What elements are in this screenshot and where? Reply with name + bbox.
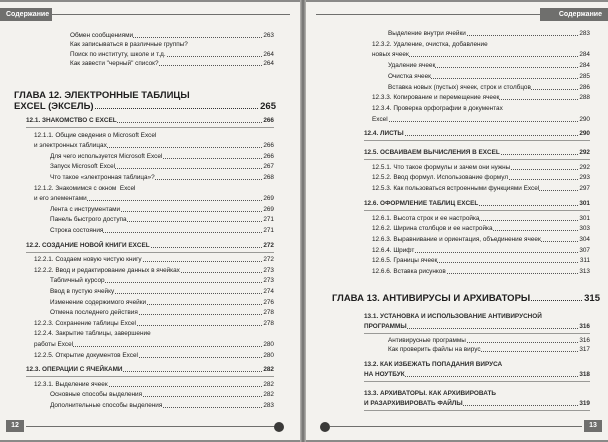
chapter-12-heading	[14, 90, 276, 112]
toc-section-entry	[364, 130, 590, 138]
section-rule	[364, 381, 590, 382]
toc-entry-title: 12.2.3. Сохранение таблицы Excel	[34, 319, 136, 327]
toc-entry-page: 266	[263, 142, 274, 150]
toc-entry	[50, 309, 274, 317]
toc-entry-page: 285	[579, 72, 590, 80]
toc-entry-title: 12.6.5. Границы ячеек	[372, 257, 438, 265]
toc-entry-title: 12.6. ОФОРМЛЕНИЕ ТАБЛИЦ EXCEL	[364, 199, 479, 207]
header-rule	[52, 14, 290, 15]
toc-entry-title: Обмен сообщениями	[70, 32, 134, 39]
toc-entry	[372, 185, 590, 193]
toc-entry-title: НА НОУТБУК	[364, 371, 405, 378]
right-page	[306, 2, 608, 440]
toc-entry	[34, 142, 274, 150]
toc-entry-page: 292	[579, 149, 590, 156]
toc-entry	[34, 195, 274, 203]
toc-entry	[388, 73, 590, 81]
toc-entry	[50, 299, 274, 307]
toc-entry-title: Вставка новых (пустых) ячеек, строк и столбцов	[388, 83, 531, 91]
toc-entry-title: Лента с инструментами	[50, 205, 121, 213]
toc-entry-title: 12.6.6. Вставка рисунков	[372, 268, 446, 275]
chapter-13-title: ГЛАВА 13. АНТИВИРУСЫ И АРХИВАТОРЫ	[332, 293, 531, 304]
toc-entry-page: 271	[263, 227, 274, 234]
toc-entry-page: 272	[263, 241, 274, 249]
toc-entry-title: 12.2. СОЗДАНИЕ НОВОЙ КНИГИ EXCEL	[26, 241, 150, 249]
toc-entry-page: 301	[579, 199, 590, 207]
toc-entry	[372, 215, 590, 223]
toc-section-entry	[364, 149, 590, 157]
toc-entry-page: 319	[579, 399, 590, 407]
page-number: 12	[6, 420, 24, 432]
toc-entry-page: 317	[579, 346, 590, 354]
toc-entry-title: 12.3.2. Удаление, очистка, добавление	[372, 40, 488, 48]
toc-entry-title: и его элементами	[34, 195, 87, 203]
toc-entry-title: 12.1. ЗНАКОМСТВО С EXCEL	[26, 117, 117, 124]
section-rule	[364, 333, 590, 334]
toc-entry-page: 307	[579, 246, 590, 254]
toc-entry	[372, 257, 590, 265]
toc-entry-page: 290	[579, 130, 590, 138]
toc-entry-title: и электронных таблицах	[34, 142, 107, 150]
toc-entry-page: 276	[263, 298, 274, 306]
toc-entry-title: 12.5.2. Ввод формул. Использование формул	[372, 174, 509, 182]
toc-entry-title: ПРОГРАММЫ	[364, 322, 407, 330]
toc-entry	[34, 320, 274, 328]
toc-entry-title: И РАЗАРХИВИРОВАТЬ ФАЙЛЫ	[364, 399, 463, 407]
toc-entry-title: Что такое «электронная таблица»?	[50, 174, 155, 181]
toc-entry-page: 273	[263, 266, 274, 274]
toc-entry-title: 12.3.3. Копирование и перемещение ячеек	[372, 94, 500, 102]
toc-entry	[388, 30, 590, 38]
toc-entry	[34, 256, 274, 264]
header-rule	[316, 14, 540, 15]
page-header: Содержание	[540, 8, 608, 21]
toc-entry-title: Панель быстрого доступа	[50, 216, 127, 224]
page-header: Содержание	[0, 8, 52, 21]
toc-entry-title: Изменение содержимого ячейки	[50, 298, 147, 306]
toc-entry	[50, 288, 274, 296]
footer-bullet	[274, 422, 284, 432]
toc-entry-page: 274	[263, 288, 274, 295]
toc-entry-title: Запуск Microsoft Excel	[50, 163, 116, 171]
toc-entry	[34, 267, 274, 275]
toc-entry-title: Как проверить файлы на вирус	[388, 346, 481, 354]
section-rule	[364, 210, 590, 211]
toc-entry-page: 263	[263, 32, 274, 39]
toc-section-entry	[364, 323, 590, 331]
toc-entry-title: 12.3.1. Выделение ячеек	[34, 380, 108, 388]
leader-dots	[372, 121, 590, 122]
toc-entry-page: 301	[579, 214, 590, 222]
toc-entry-page: 318	[579, 371, 590, 378]
toc-entry-title: 13.2. КАК ИЗБЕЖАТЬ ПОПАДАНИЯ ВИРУСА	[364, 361, 503, 369]
toc-entry	[34, 330, 274, 338]
chapter-13-title-row	[332, 293, 600, 304]
toc-entry-page: 316	[579, 322, 590, 330]
toc-entry-title: новых ячеек	[372, 51, 409, 59]
toc-entry	[34, 185, 274, 193]
toc-entry-page: 284	[579, 51, 590, 59]
toc-entry-title: Удаление ячеек	[388, 62, 436, 70]
toc-section-entry	[26, 366, 274, 374]
section-rule	[364, 140, 590, 141]
toc-entry-title: 12.3.4. Проверка орфографии в документах	[372, 104, 503, 112]
toc-entry-title: 12.5. ОСВАИВАЕМ ВЫЧИСЛЕНИЯ В EXCEL	[364, 149, 500, 156]
toc-entry-page: 283	[263, 402, 274, 409]
toc-entry-title: 12.6.1. Высота строк и ее настройка	[372, 214, 480, 222]
toc-entry	[34, 352, 274, 360]
toc-entry-title: 12.2.2. Ввод и редактирование данных в ячейках	[34, 266, 180, 274]
toc-entry-page: 282	[263, 391, 274, 399]
toc-entry-page: 280	[263, 341, 274, 348]
toc-entry-page: 271	[263, 216, 274, 224]
toc-entry-title: Как завести "черный" список?	[70, 60, 159, 68]
toc-entry-title: 12.2.5. Открытие документов Excel	[34, 351, 138, 359]
toc-entry	[372, 116, 590, 124]
toc-entry-title: 12.6.2. Ширина столбцов и ее настройка	[372, 225, 493, 233]
toc-entry-page: 282	[263, 366, 274, 374]
toc-entry-page: 273	[263, 277, 274, 285]
toc-entry-title: Поиск по институту, школе и т.д.	[70, 50, 166, 58]
toc-entry-title: Ввод в пустую ячейку	[50, 288, 115, 295]
toc-entry-title: 12.6.3. Выравнивание и ориентация, объединение ячеек	[372, 235, 541, 243]
toc-entry-title: 12.3. ОПЕРАЦИИ С ЯЧЕЙКАМИ	[26, 366, 123, 374]
toc-section-entry	[364, 400, 590, 408]
toc-entry	[50, 174, 274, 182]
toc-entry-title: Очистка ячеек	[388, 72, 431, 80]
page-number: 13	[584, 420, 602, 432]
toc-section-entry	[26, 117, 274, 125]
toc-entry	[372, 94, 590, 102]
toc-entry-title: Строка состояния	[50, 227, 104, 234]
toc-entry-title: 12.5.3. Как пользоваться встроенными функциями Excel	[372, 185, 540, 193]
toc-entry	[388, 337, 590, 345]
toc-entry-page: 303	[579, 225, 590, 233]
toc-entry	[50, 163, 274, 171]
toc-entry	[50, 391, 274, 399]
toc-section-entry	[26, 242, 274, 250]
toc-entry-page: 268	[263, 174, 274, 181]
footer-rule	[26, 426, 276, 427]
toc-entry	[34, 341, 274, 349]
section-rule	[26, 252, 274, 253]
toc-entry	[34, 132, 274, 140]
toc-entry-page: 267	[263, 163, 274, 171]
toc-entry-title: 13.3. АРХИВАТОРЫ. КАК АРХИВИРОВАТЬ	[364, 389, 496, 397]
toc-entry-page: 284	[579, 62, 590, 70]
toc-entry-title: 12.2.4. Закрытие таблицы, завершение	[34, 330, 151, 338]
toc-entry-page: 269	[263, 195, 274, 203]
toc-entry-page: 293	[579, 174, 590, 182]
toc-entry	[372, 41, 590, 49]
toc-section-entry	[364, 371, 590, 379]
toc-entry-page: 286	[579, 83, 590, 91]
toc-entry-page: 288	[579, 94, 590, 102]
toc-entry-title: Отмена последнего действия	[50, 309, 138, 317]
toc-entry	[70, 51, 274, 59]
chapter-13-heading	[332, 293, 600, 304]
left-page	[0, 2, 300, 440]
toc-entry	[388, 62, 590, 70]
toc-entry-page: 269	[263, 205, 274, 213]
toc-entry	[50, 277, 274, 285]
toc-entry-page: 297	[579, 185, 590, 193]
toc-entry-page: 266	[263, 117, 274, 124]
toc-entry	[388, 346, 590, 354]
section-rule	[26, 376, 274, 377]
toc-entry-page: 316	[579, 336, 590, 344]
toc-entry-page: 278	[263, 319, 274, 327]
toc-entry-page: 292	[579, 163, 590, 171]
toc-entry-title: Excel	[372, 115, 388, 123]
toc-entry-title: 12.2.1. Создаем новую чистую книгу	[34, 256, 142, 264]
toc-entry-page: 264	[263, 50, 274, 58]
toc-entry	[70, 32, 274, 40]
toc-entry	[50, 206, 274, 214]
toc-entry	[372, 225, 590, 233]
toc-entry	[50, 402, 274, 410]
toc-section-entry	[364, 390, 590, 398]
toc-entry-title: Табличный курсор	[50, 277, 105, 285]
toc-entry-title: Как записываться в различные группы?	[70, 41, 188, 49]
toc-entry	[372, 236, 590, 244]
toc-entry-title: 12.1.2. Знакомимся с окном Excel	[34, 184, 136, 192]
toc-entry-title: 12.5.1. Что такое формулы и зачем они нужны	[372, 163, 511, 171]
section-rule	[364, 159, 590, 160]
toc-entry-page: 280	[263, 351, 274, 359]
toc-entry-page: 266	[263, 152, 274, 160]
toc-entry-title: Дополнительные способы выделения	[50, 402, 163, 409]
toc-entry-title: Выделение внутри ячейки	[388, 30, 466, 37]
toc-entry-title: 12.1.1. Общие сведения о Microsoft Excel	[34, 131, 157, 139]
toc-entry-page: 278	[263, 309, 274, 317]
footer-rule	[330, 426, 582, 427]
footer-bullet	[320, 422, 330, 432]
toc-entry-page: 311	[579, 257, 590, 265]
chapter-12-page: 265	[260, 101, 276, 112]
toc-entry-title: 12.6.4. Шрифт	[372, 246, 415, 254]
toc-entry	[34, 381, 274, 389]
chapter-12-title-line1: ГЛАВА 12. ЭЛЕКТРОННЫЕ ТАБЛИЦЫ	[14, 90, 190, 101]
toc-entry-title: Основные способы выделения	[50, 391, 143, 399]
toc-entry	[372, 174, 590, 182]
toc-entry-title: 12.4. ЛИСТЫ	[364, 130, 404, 138]
toc-entry-title: Для чего используется Microsoft Excel	[50, 152, 163, 160]
toc-entry	[372, 51, 590, 59]
toc-entry-title: работы Excel	[34, 341, 74, 348]
toc-entry-title: 13.1. УСТАНОВКА И ИСПОЛЬЗОВАНИЕ АНТИВИРУСНОЙ	[364, 313, 542, 320]
section-rule	[26, 127, 274, 128]
toc-entry	[372, 164, 590, 172]
toc-entry-page: 290	[579, 115, 590, 123]
toc-entry	[50, 153, 274, 161]
toc-entry	[388, 84, 590, 92]
toc-entry-page: 272	[263, 256, 274, 264]
toc-entry-page: 304	[579, 235, 590, 243]
section-rule	[364, 410, 590, 411]
toc-entry	[70, 41, 274, 49]
toc-entry	[372, 105, 590, 113]
toc-entry	[70, 60, 274, 68]
toc-entry	[372, 247, 590, 255]
toc-section-entry	[364, 200, 590, 208]
chapter-12-title-line2: EXCEL (ЭКСЕЛЬ)	[14, 101, 94, 112]
toc-entry	[50, 227, 274, 235]
chapter-12-title-line2-row	[14, 101, 276, 112]
toc-entry-page: 283	[579, 30, 590, 37]
toc-entry-page: 264	[263, 60, 274, 68]
chapter-13-page: 315	[584, 293, 600, 304]
toc-entry-title: Антивирусные программы	[388, 336, 466, 344]
toc-section-entry	[364, 361, 590, 369]
toc-entry-page: 313	[579, 268, 590, 275]
toc-section-entry	[364, 313, 590, 321]
toc-entry	[372, 268, 590, 276]
toc-entry	[50, 216, 274, 224]
toc-entry-page: 282	[263, 380, 274, 388]
